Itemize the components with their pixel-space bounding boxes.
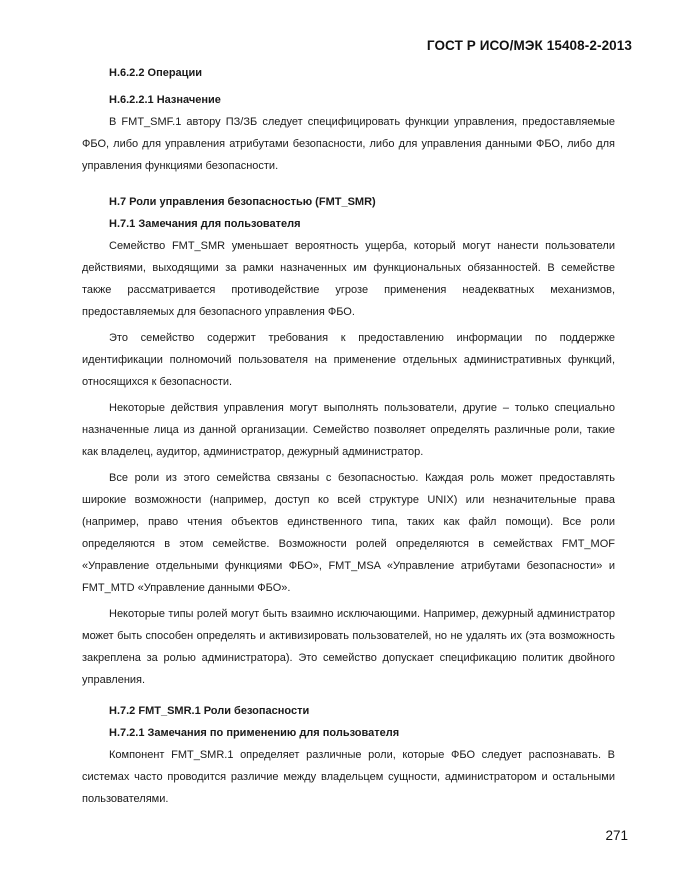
page-header-standard: ГОСТ Р ИСО/МЭК 15408-2-2013 — [426, 38, 632, 53]
paragraph-7: Компонент FMT_SMR.1 определяет различные роли, которые ФБО следует распознавать. В системах часто проводится различие между владельцем сущности, администратором и остальными пользователями. — [82, 749, 615, 805]
heading-h7: Н.7 Роли управления безопасностью (FMT_SMR) — [109, 196, 376, 208]
paragraph-4: Некоторые действия управления могут выполнять пользователи, другие – только специально назначенные лица из данной организации. Семейство позволяет определять различные роли, такие как владелец, аудитор, администратор, дежурный администратор. — [82, 402, 615, 458]
heading-h7-1: Н.7.1 Замечания для пользователя — [109, 218, 301, 230]
heading-h6-2-2: Н.6.2.2 Операции — [109, 67, 202, 79]
paragraph-2: Семейство FMT_SMR уменьшает вероятность ущерба, который могут нанести пользователи действиями, выходящими за рамки назначенных им функциональных обязанностей. В семействе также рассматривается противодействие угрозе применения неадекватных механизмов, предоставляемых для безопасного управления ФБО. — [82, 240, 615, 318]
paragraph-5: Все роли из этого семейства связаны с безопасностью. Каждая роль может предоставлять широкие возможности (например, доступ ко всей структуре UNIX) или незначительные права (например, право чтения объектов единственного типа, таких как файл помощи). Все роли определяются в этом семействе. Возможности ролей определяются в семействах FMT_MOF «Управление отдельными функциями ФБО», FMT_MSA «Управление атрибутами безопасности» и FMT_MTD «Управление данными ФБО». — [82, 472, 615, 594]
page-number: 271 — [605, 828, 628, 843]
paragraph-6: Некоторые типы ролей могут быть взаимно исключающими. Например, дежурный администратор может быть способен определять и активизировать пользователей, но не удалять их (эта возможность закреплена за ролью администратора). Это семейство допускает спецификацию политик двойного управления. — [82, 608, 615, 686]
paragraph-3: Это семейство содержит требования к предоставлению информации по поддержке идентификации полномочий пользователя на применение отдельных административных функций, относящихся к безопасности. — [82, 332, 615, 388]
heading-h6-2-2-1: Н.6.2.2.1 Назначение — [109, 94, 221, 106]
paragraph-1: В FMT_SMF.1 автору ПЗ/ЗБ следует специфицировать функции управления, предоставляемые ФБО, либо для управления атрибутами безопасности, либо для управления данными ФБО, либо для управления функциями безопасности. — [82, 116, 615, 172]
heading-h7-2-1: Н.7.2.1 Замечания по применению для пользователя — [109, 727, 400, 739]
heading-h7-2: Н.7.2 FMT_SMR.1 Роли безопасности — [109, 705, 310, 717]
document-body — [82, 62, 615, 814]
